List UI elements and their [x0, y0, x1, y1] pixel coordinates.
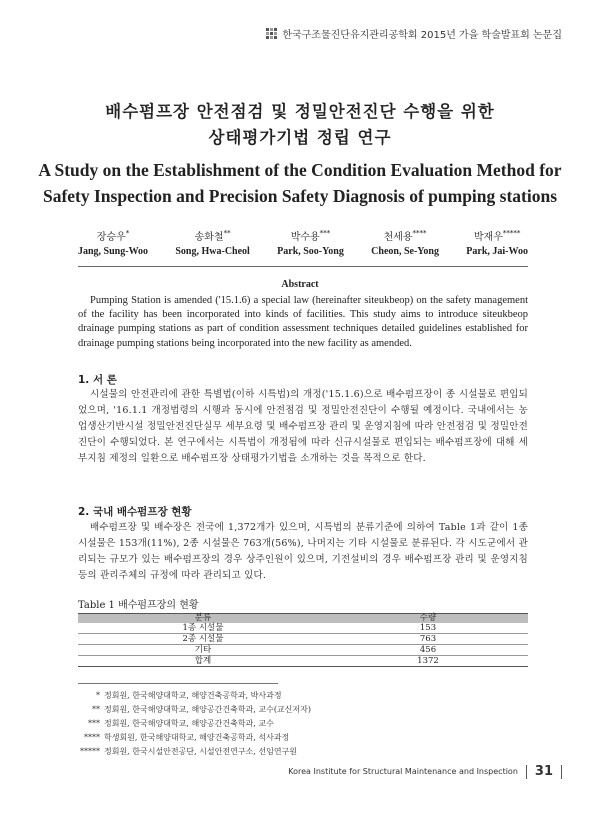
- header-text: 한국구조물진단유지관리공학회 2015년 가을 학술발표회 논문집: [282, 30, 562, 41]
- footnote: [62, 731, 311, 745]
- column-header: 분류: [78, 614, 328, 624]
- author-name-en: Park, Soo-Yong: [277, 246, 344, 257]
- author-name-en: Song, Hwa-Cheol: [175, 246, 250, 257]
- table-header-row: [78, 614, 528, 624]
- author: [175, 228, 249, 257]
- footnotes: [62, 689, 311, 759]
- author-mark: ****: [412, 229, 427, 238]
- table-row: [78, 623, 528, 634]
- footnote-mark: ****: [84, 733, 100, 742]
- author-name-ko: 박수용: [290, 232, 320, 243]
- author-mark: *****: [502, 229, 521, 238]
- footnote-divider: [78, 683, 278, 684]
- table-cell: 1종 시설물: [78, 623, 328, 634]
- footnote: [62, 717, 311, 731]
- author: [78, 228, 148, 257]
- footnote-mark: **: [92, 705, 100, 714]
- abstract-heading: Abstract: [281, 279, 319, 290]
- table-cell: 기타: [78, 645, 328, 656]
- pumping-station-table: [78, 613, 528, 667]
- section-heading-introduction: 1. 서 론: [78, 374, 117, 386]
- footnote-text: 정회원, 한국해양대학교, 해양공간건축학과, 교수(교신저자): [104, 705, 311, 714]
- author-name-en: Jang, Sung-Woo: [78, 246, 149, 257]
- author-mark: ***: [319, 229, 331, 238]
- table-row: [78, 645, 528, 656]
- author-name-en: Park, Jai-Woo: [466, 246, 528, 257]
- author-name-ko: 박재우: [473, 232, 503, 243]
- table-cell: 2종 시설물: [78, 634, 328, 645]
- author-name-ko: 송화철: [194, 232, 224, 243]
- footnote-text: 학생회원, 한국해양대학교, 해양건축공학과, 석사과정: [104, 733, 290, 742]
- footer-divider: [526, 765, 527, 779]
- footnote: [62, 745, 311, 759]
- footnote-mark: *: [96, 691, 100, 700]
- footer-text: Korea Institute for Structural Maintenance and Inspection: [288, 767, 518, 776]
- english-title-line-2: Safety Inspection and Precision Safety Diagnosis of pumping stations: [42, 186, 558, 206]
- table-row: [78, 634, 528, 645]
- section-paragraph-introduction: 시설물의 안전관리에 관한 특별법(이하 시특법)의 개정('15.1.6)으로 배수펌프장이 종 시설물로 편입되었으며, '16.1.1 개정법령의 시행과 동시에 안전점검 및 정밀안전진단이 수행될 예정이다. 국내에서는 농업생산기반시설 정밀안전진단실무 세부요령 및 배수펌프장 관리 및 운영지침에 따라 안전점검 및 정밀안전진단이 수행되었다. 본 연구에서는 시특법이 개정됨에 따라 신규시설물로 편입되는 배수펌프장에 대해 세부지침 제정의 일환으로 배수펌프장 상태평가기법을 소개하는 것을 목적으로 한다.: [78, 389, 528, 464]
- section-paragraph-status: 배수펌프장 및 배수장은 전국에 1,372개가 있으며, 시특법의 분류기준에 의하여 Table 1과 같이 1종 시설물은 153개(11%), 2종 시설물은 763개(56%), 나머지는 기타 시설물로 분류된다. 각 시도군에서 관리되는 규모가 있는 배수펌프장의 경우 상주인원이 있으며, 기전설비의 경우 배수펌프장 관리 및 운영지침 등의 관리주체의 규정에 따라 관리되고 있다.: [78, 522, 528, 581]
- divider: [78, 266, 528, 267]
- footnote-text: 정회원, 한국시설안전공단, 시설안전연구소, 선임연구원: [104, 747, 297, 756]
- section-heading-status: 2. 국내 배수펌프장 현황: [78, 506, 192, 518]
- author-name-ko: 천세용: [383, 232, 413, 243]
- author: [466, 228, 528, 257]
- english-title-line-1: A Study on the Establishment of the Condition Evaluation Method for: [38, 160, 562, 180]
- english-title: [0, 157, 600, 209]
- author-list: [78, 228, 528, 257]
- page-number: 31: [534, 764, 553, 779]
- table-row: [78, 656, 528, 667]
- footnote-mark: ***: [88, 719, 100, 728]
- author-mark: *: [125, 229, 130, 238]
- korean-title: [0, 99, 600, 151]
- footnote: [62, 689, 311, 703]
- author-mark: **: [223, 229, 231, 238]
- page-footer: [288, 764, 562, 779]
- table-cell: 153: [328, 623, 528, 634]
- korean-title-line-1: 배수펌프장 안전점검 및 정밀안전진단 수행을 위한: [105, 102, 495, 121]
- footnote: [62, 703, 311, 717]
- author-name-en: Cheon, Se-Yong: [371, 246, 439, 257]
- table-cell: 763: [328, 634, 528, 645]
- korean-title-line-2: 상태평가기법 정립 연구: [208, 128, 392, 147]
- footnote-text: 정회원, 한국해양대학교, 해양건축공학과, 박사과정: [104, 691, 282, 700]
- grid-dots-icon: [266, 28, 277, 39]
- footer-divider: [561, 765, 562, 779]
- abstract-text: Pumping Station is amended ('15.1.6) a special law (hereinafter siteukbeop) on the safety management of the facility has been incorporated into kinds of facilities. This study aims to introduce siteukbeop drainage pumping stations as part of condition assessment techniques detailed guidelines established for drainage pumping stations being incorporated into the new facility as amended.: [78, 295, 528, 349]
- table-cell: 456: [328, 645, 528, 656]
- table-cell: 1372: [328, 656, 528, 667]
- author: [371, 228, 439, 257]
- footnote-mark: *****: [80, 747, 100, 756]
- author: [277, 228, 344, 257]
- author-name-ko: 장승우: [96, 232, 126, 243]
- running-header: [266, 26, 562, 41]
- column-header: 수량: [328, 614, 528, 624]
- table-caption: Table 1 배수펌프장의 현황: [78, 600, 199, 611]
- table-cell: 합계: [78, 656, 328, 667]
- footnote-text: 정회원, 한국해양대학교, 해양공간건축학과, 교수: [104, 719, 274, 728]
